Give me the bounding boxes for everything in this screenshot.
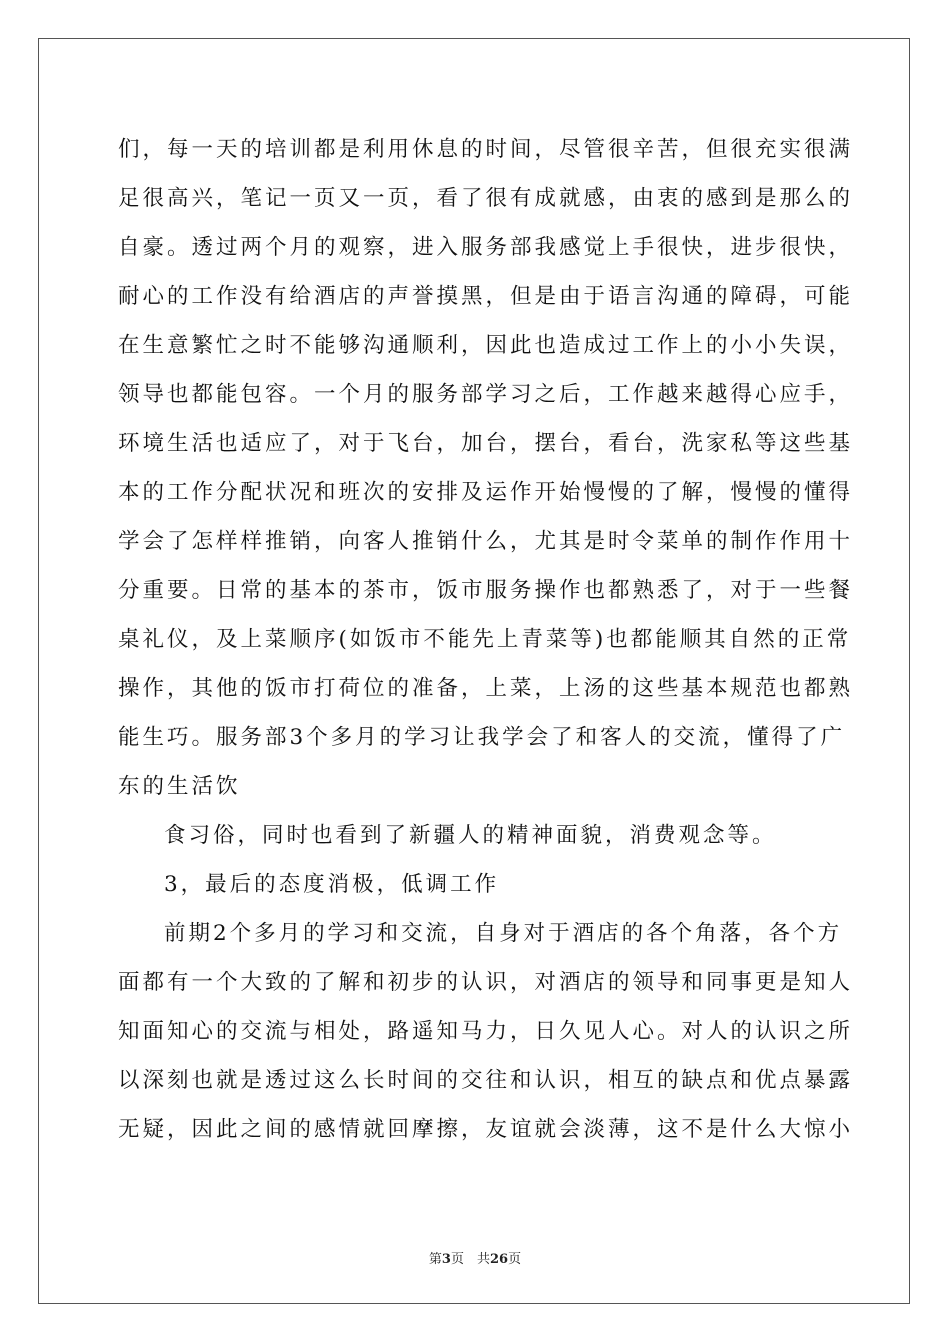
text-line: 本的工作分配状况和班次的安排及运作开始慢慢的了解，慢慢的懂得 bbox=[118, 480, 854, 505]
text-line: 无疑，因此之间的感情就回摩擦，友谊就会淡薄，这不是什么大惊小 bbox=[118, 1117, 854, 1142]
text-line: 环境生活也适应了，对于飞台，加台，摆台，看台，洗家私等这些基 bbox=[118, 431, 854, 456]
text-line: 操作，其他的饭市打荷位的准备，上菜，上汤的这些基本规范也都熟 bbox=[118, 676, 854, 701]
footer-page-mid: 页 共 bbox=[450, 1252, 490, 1267]
text-line: 耐心的工作没有给酒店的声誉摸黑，但是由于语言沟通的障碍，可能 bbox=[118, 284, 854, 309]
text-line: 以深刻也就是透过这么长时间的交往和认识，相互的缺点和优点暴露 bbox=[118, 1068, 854, 1093]
text-line: 桌礼仪，及上菜顺序(如饭市不能先上青菜等)也都能顺其自然的正常 bbox=[118, 627, 852, 652]
footer-page-total: 26 bbox=[489, 1252, 509, 1267]
page-footer bbox=[0, 1248, 950, 1267]
text-line: 自豪。透过两个月的观察，进入服务部我感觉上手很快，进步很快， bbox=[118, 235, 854, 260]
footer-page-suffix: 页 bbox=[508, 1252, 522, 1267]
text-line: 足很高兴，笔记一页又一页，看了很有成就感，由衷的感到是那么的 bbox=[118, 186, 854, 211]
footer-page-current: 3 bbox=[441, 1252, 451, 1267]
text-line: 分重要。日常的基本的茶市，饭市服务操作也都熟悉了，对于一些餐 bbox=[118, 578, 854, 603]
text-line: 能生巧。服务部3个多月的学习让我学会了和客人的交流，懂得了广 bbox=[118, 725, 846, 750]
text-line: 们，每一天的培训都是利用休息的时间，尽管很辛苦，但很充实很满 bbox=[118, 137, 854, 162]
text-line: 知面知心的交流与相处，路遥知马力，日久见人心。对人的认识之所 bbox=[118, 1019, 854, 1044]
text-line: 食习俗，同时也看到了新疆人的精神面貌，消费观念等。 bbox=[164, 823, 777, 848]
body-text bbox=[118, 125, 854, 1154]
footer-page-prefix: 第 bbox=[428, 1252, 442, 1267]
text-line: 面都有一个大致的了解和初步的认识，对酒店的领导和同事更是知人 bbox=[118, 970, 854, 995]
text-line: 东的生活饮 bbox=[118, 774, 241, 799]
section-heading: 3，最后的态度消极，低调工作 bbox=[164, 872, 500, 897]
text-line: 学会了怎样样推销，向客人推销什么，尤其是时令菜单的制作作用十 bbox=[118, 529, 854, 554]
text-line: 前期2个多月的学习和交流，自身对于酒店的各个角落，各个方 bbox=[164, 921, 843, 946]
text-line: 在生意繁忙之时不能够沟通顺利，因此也造成过工作上的小小失误， bbox=[118, 333, 854, 358]
text-line: 领导也都能包容。一个月的服务部学习之后，工作越来越得心应手， bbox=[118, 382, 854, 407]
